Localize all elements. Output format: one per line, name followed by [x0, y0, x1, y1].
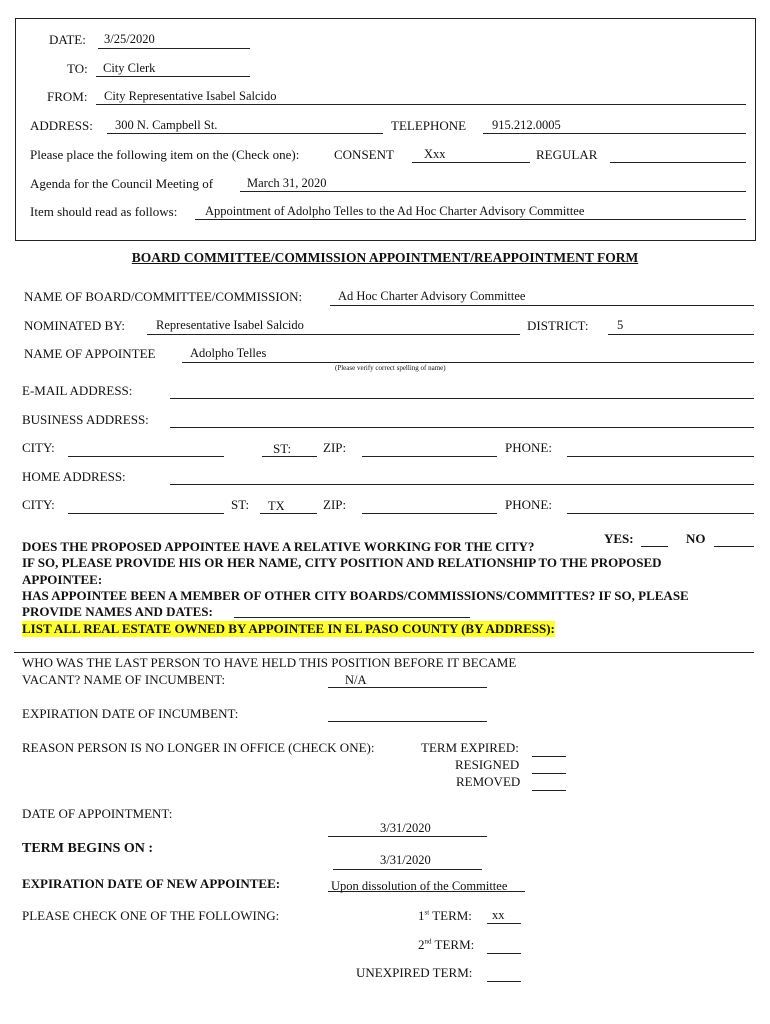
incumbent-label: VACANT? NAME OF INCUMBENT: [22, 672, 226, 687]
second-term-field[interactable] [487, 953, 521, 954]
first-term-number: 1 [418, 908, 425, 923]
expiration-new-label: EXPIRATION DATE OF NEW APPOINTEE: [22, 876, 281, 891]
address-field-line [107, 133, 383, 134]
member-question-names: PROVIDE NAMES AND DATES: [22, 604, 213, 619]
place-item-label: Please place the following item on the (Check one): [30, 147, 300, 162]
read-as-label: Item should read as follows: [30, 204, 178, 219]
no-field[interactable] [714, 546, 754, 547]
to-field-line [96, 76, 250, 77]
expiration-incumbent-field[interactable] [328, 721, 487, 722]
reason-label: REASON PERSON IS NO LONGER IN OFFICE (CHECK ONE): [22, 740, 375, 755]
home-address-field[interactable] [170, 484, 754, 485]
business-zip-field[interactable] [362, 456, 497, 457]
district-label: DISTRICT: [527, 318, 589, 333]
board-value[interactable]: Ad Hoc Charter Advisory Committee [338, 289, 526, 303]
consent-value[interactable]: Xxx [424, 147, 446, 161]
business-phone-field[interactable] [567, 456, 754, 457]
business-city-label: CITY: [22, 440, 55, 455]
first-term-text: TERM: [432, 908, 472, 923]
home-city-label: CITY: [22, 497, 55, 512]
business-city-field[interactable] [68, 456, 224, 457]
real-estate-question: LIST ALL REAL ESTATE OWNED BY APPOINTEE IN EL PASO COUNTY (BY ADDRESS): [22, 621, 555, 636]
board-label: NAME OF BOARD/COMMITTEE/COMMISSION: [24, 289, 303, 304]
business-st-label: ST: [273, 441, 292, 456]
removed-label: REMOVED [456, 774, 521, 789]
home-zip-field[interactable] [362, 513, 497, 514]
home-st-value[interactable]: TX [268, 499, 285, 513]
nominated-value[interactable]: Representative Isabel Salcido [156, 318, 304, 332]
consent-field-line [412, 162, 530, 163]
resigned-field[interactable] [532, 773, 566, 774]
email-label: E-MAIL ADDRESS: [22, 383, 133, 398]
date-appointment-label: DATE OF APPOINTMENT: [22, 806, 173, 821]
telephone-field-line [483, 133, 746, 134]
relative-question: DOES THE PROPOSED APPOINTEE HAVE A RELATIVE WORKING FOR THE CITY? [22, 539, 535, 554]
date-appointment-field-line [328, 836, 487, 837]
from-field-line [96, 104, 746, 105]
member-question: HAS APPOINTEE BEEN A MEMBER OF OTHER CITY BOARDS/COMMISSIONS/COMMITTES? IF SO, PLEASE [22, 588, 689, 603]
date-label: DATE: [49, 32, 86, 47]
read-as-value[interactable]: Appointment of Adolpho Telles to the Ad Hoc Charter Advisory Committee [205, 204, 585, 218]
verify-note: (Please verify correct spelling of name) [335, 364, 446, 372]
district-field-line [608, 334, 754, 335]
term-begins-field-line [333, 869, 482, 870]
email-field[interactable] [170, 398, 754, 399]
second-term-text: TERM: [434, 937, 475, 952]
resigned-label: RESIGNED [455, 757, 520, 772]
first-term-field-line [487, 923, 521, 924]
read-as-field-line [195, 219, 746, 220]
second-term-suffix: nd [424, 937, 432, 946]
incumbent-value[interactable]: N/A [345, 673, 367, 687]
term-expired-label: TERM EXPIRED: [421, 740, 519, 755]
consent-label: CONSENT [334, 147, 394, 162]
section-divider [14, 652, 754, 653]
relative-question-appointee: APPOINTEE: [22, 572, 103, 587]
date-value[interactable]: 3/25/2020 [104, 32, 155, 46]
nominated-label: NOMINATED BY: [24, 318, 125, 333]
telephone-label: TELEPHONE [391, 118, 467, 133]
to-label: TO: [67, 61, 88, 76]
appointee-label: NAME OF APPOINTEE [24, 346, 156, 361]
member-names-field[interactable] [234, 617, 470, 618]
unexpired-term-label: UNEXPIRED TERM: [356, 965, 473, 980]
home-city-field[interactable] [68, 513, 224, 514]
term-begins-value[interactable]: 3/31/2020 [380, 853, 431, 867]
unexpired-term-field[interactable] [487, 981, 521, 982]
form-title: BOARD COMMITTEE/COMMISSION APPOINTMENT/REAPPOINTMENT FORM [131, 250, 639, 265]
yes-field[interactable] [641, 546, 668, 547]
home-zip-label: ZIP: [323, 497, 347, 512]
first-term-value[interactable]: xx [492, 908, 505, 922]
date-field-line [98, 48, 250, 49]
no-label: NO [686, 531, 706, 546]
address-value[interactable]: 300 N. Campbell St. [115, 118, 218, 132]
first-term-label [418, 908, 472, 924]
agenda-field-line [240, 191, 746, 192]
from-value[interactable]: City Representative Isabel Salcido [104, 89, 277, 103]
last-person-question: WHO WAS THE LAST PERSON TO HAVE HELD THIS POSITION BEFORE IT BECAME [22, 655, 517, 670]
term-expired-field[interactable] [532, 756, 566, 757]
removed-field[interactable] [532, 790, 566, 791]
home-phone-field[interactable] [567, 513, 754, 514]
relative-question-detail: IF SO, PLEASE PROVIDE HIS OR HER NAME, CITY POSITION AND RELATIONSHIP TO THE PROPOSED [22, 555, 662, 570]
first-term-suffix: st [424, 908, 430, 917]
telephone-value[interactable]: 915.212.0005 [492, 118, 561, 132]
address-label: ADDRESS: [30, 118, 93, 133]
appointee-value[interactable]: Adolpho Telles [190, 346, 267, 360]
nominated-field-line [147, 334, 520, 335]
agenda-label: Agenda for the Council Meeting of [30, 176, 214, 191]
date-appointment-value[interactable]: 3/31/2020 [380, 821, 431, 835]
business-address-field[interactable] [170, 427, 754, 428]
expiration-new-value[interactable]: Upon dissolution of the Committee [331, 879, 508, 893]
business-phone-label: PHONE: [505, 440, 552, 455]
second-term-label [418, 937, 474, 953]
agenda-date-value[interactable]: March 31, 2020 [247, 176, 327, 190]
board-field-line [330, 305, 754, 306]
home-st-label: ST: [231, 497, 250, 512]
regular-field-line[interactable] [610, 162, 746, 163]
appointee-field-line [182, 362, 754, 363]
second-term-number: 2 [418, 937, 425, 952]
business-zip-label: ZIP: [323, 440, 347, 455]
district-value[interactable]: 5 [617, 318, 624, 332]
from-label: FROM: [47, 89, 88, 104]
home-address-label: HOME ADDRESS: [22, 469, 126, 484]
to-value[interactable]: City Clerk [103, 61, 156, 75]
term-begins-label: TERM BEGINS ON : [22, 841, 154, 856]
expiration-incumbent-label: EXPIRATION DATE OF INCUMBENT: [22, 706, 239, 721]
yes-label: YES: [604, 531, 634, 546]
home-phone-label: PHONE: [505, 497, 552, 512]
business-address-label: BUSINESS ADDRESS: [22, 412, 149, 427]
check-one-label: PLEASE CHECK ONE OF THE FOLLOWING: [22, 908, 280, 923]
regular-label: REGULAR [536, 147, 598, 162]
